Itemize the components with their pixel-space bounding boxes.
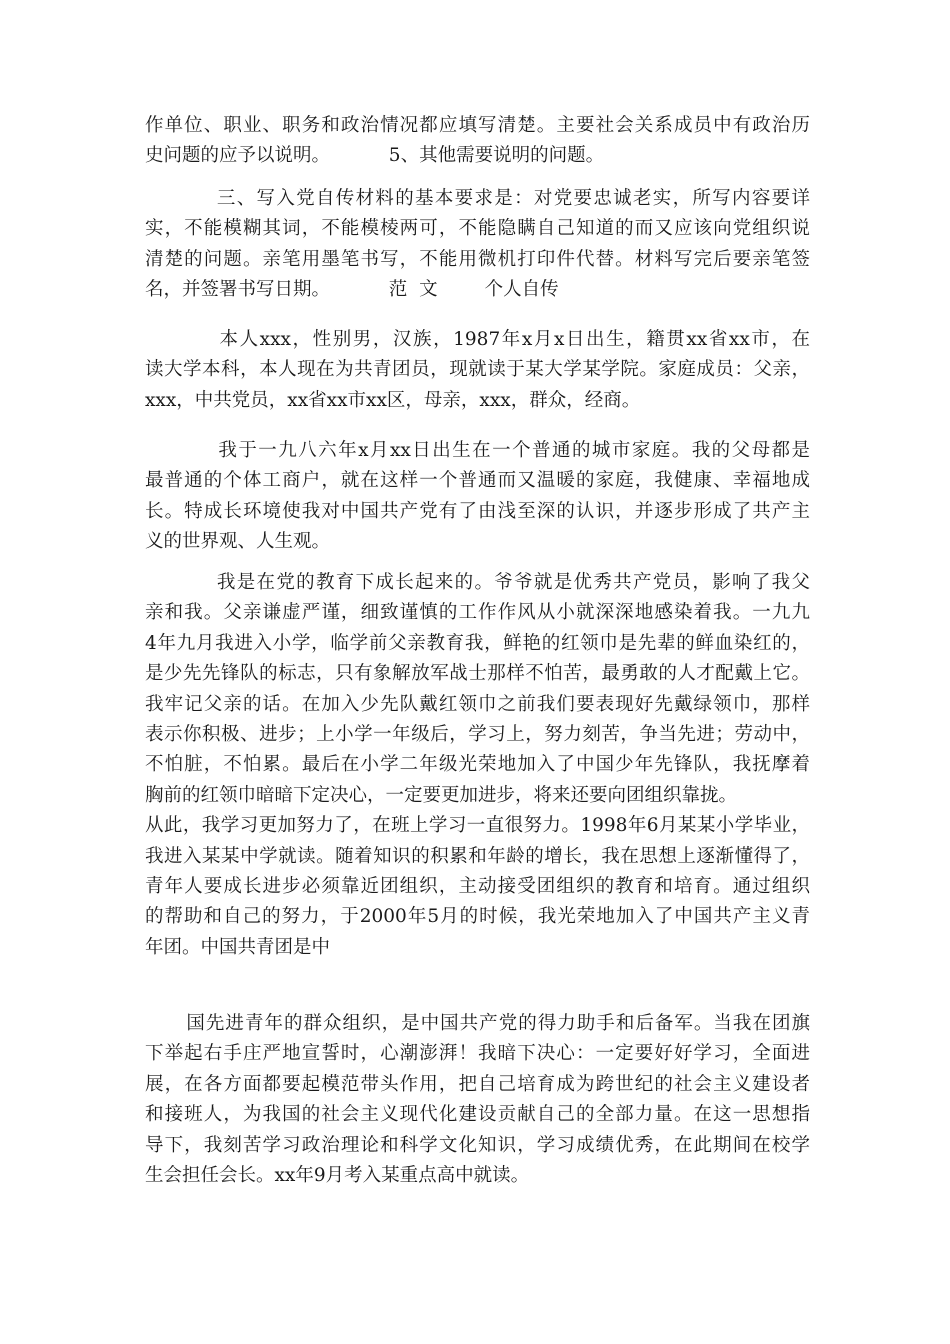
text-line: 史问题的应予以说明。 5、其他需要说明的问题。 [145, 145, 605, 167]
text-line: 本人xxx，性别男，汉族，1987年x月x日出生，籍贯xx省xx市，在 [145, 329, 810, 350]
text-line: 导下，我刻苦学习政治理论和科学文化知识，学习成绩优秀，在此期间在校学 [145, 1134, 810, 1156]
text-line: 下举起右手庄严地宣誓时，心潮澎湃！我暗下决心：一定要好好学习，全面进 [145, 1043, 810, 1065]
text-line: 4年九月我进入小学，临学前父亲教育我，鲜艳的红领巾是先辈的鲜血染红的， [145, 632, 810, 654]
text-line: 最普通的个体工商户，就在这样一个普通而又温暖的家庭，我健康、幸福地成 [145, 470, 810, 492]
text-line: 名，并签署书写日期。 范 文 个人自传 [145, 279, 559, 301]
text-line: 我进入某某中学就读。随着知识的积累和年龄的增长，我在思想上逐渐懂得了， [145, 845, 810, 867]
text-line: 生会担任会长。xx年9月考入某重点高中就读。 [145, 1164, 530, 1186]
text-line: 年团。中国共青团是中 [145, 936, 331, 958]
text-line: 我是在党的教育下成长起来的。爷爷就是优秀共产党员，影响了我父 [145, 572, 810, 593]
text-line: 实，不能模糊其词，不能模棱两可，不能隐瞒自己知道的而又应该向党组织说 [145, 218, 810, 240]
paragraph-basic-requirements [145, 184, 810, 306]
text-line: 清楚的问题。亲笔用墨笔书写，不能用微机打印件代替。材料写完后要亲笔签 [145, 248, 810, 270]
text-line: 胸前的红领巾暗暗下定决心，一定要更加进步，将来还要向团组织靠拢。 [145, 784, 738, 806]
paragraph-league-membership [145, 1009, 810, 1191]
text-line: 作单位、职业、职务和政治情况都应填写清楚。主要社会关系成员中有政治历 [145, 115, 810, 136]
text-line: 和接班人，为我国的社会主义现代化建设贡献自己的全部力量。在这一思想指 [145, 1104, 810, 1126]
text-line: 不怕脏，不怕累。最后在小学二年级光荣地加入了中国少年先锋队，我抚摩着 [145, 754, 810, 776]
paragraph-family-background [145, 436, 810, 558]
text-line: 的帮助和自己的努力，于2000年5月的时候，我光荣地加入了中国共产主义青 [145, 906, 810, 928]
text-line: 展，在各方面都要起模范带头作用，把自己培育成为跨世纪的社会主义建设者 [145, 1073, 810, 1095]
text-line: 读大学本科，本人现在为共青团员，现就读于某大学某学院。家庭成员：父亲， [145, 359, 810, 381]
text-line: 表示你积极、进步；上小学一年级后，学习上，努力刻苦，争当先进；劳动中， [145, 723, 810, 745]
text-line: 我于一九八六年x月xx日出生在一个普通的城市家庭。我的父母都是 [145, 440, 810, 461]
text-line: 亲和我。父亲谦虚严谨，细致谨慎的工作作风从小就深深地感染着我。一九九 [145, 602, 810, 624]
paragraph-personal-info [145, 325, 810, 416]
text-line: 青年人要成长进步必须靠近团组织，主动接受团组织的教育和培育。通过组织 [145, 875, 810, 897]
text-line: 三、写入党自传材料的基本要求是：对党要忠诚老实，所写内容要详 [145, 188, 810, 209]
text-line: 我牢记父亲的话。在加入少先队戴红领巾之前我们要表现好先戴绿领巾，那样 [145, 693, 810, 715]
text-line: 从此，我学习更加努力了，在班上学习一直很努力。1998年6月某某小学毕业， [145, 815, 810, 837]
text-line: 国先进青年的群众组织，是中国共产党的得力助手和后备军。当我在团旗 [145, 1013, 810, 1034]
paragraph-relations-note [145, 111, 810, 172]
text-line: xxx，中共党员，xx省xx市xx区，母亲，xxx，群众，经商。 [145, 389, 641, 411]
text-line: 是少先先锋队的标志，只有象解放军战士那样不怕苦，最勇敢的人才配戴上它。 [145, 663, 810, 685]
text-line: 义的世界观、人生观。 [145, 531, 331, 553]
text-line: 长。特成长环境使我对中国共产党有了由浅至深的认识，并逐步形成了共产主 [145, 500, 810, 522]
paragraph-education-growth [145, 568, 810, 963]
